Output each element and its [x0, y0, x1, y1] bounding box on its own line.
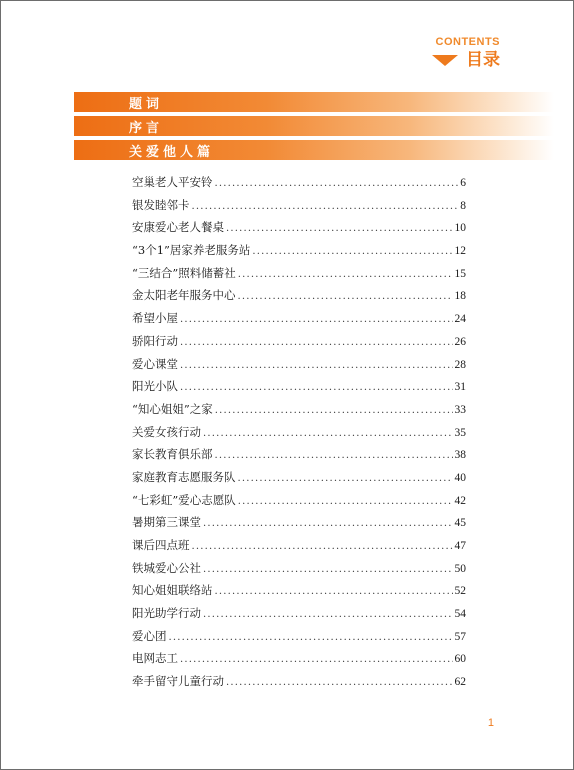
toc-entry[interactable] — [132, 560, 466, 583]
section-bar-preface[interactable] — [74, 116, 554, 136]
toc-entry-title: 课后四点班 — [132, 538, 190, 552]
toc-entry-page: 42 — [454, 494, 466, 507]
toc-entry[interactable] — [132, 242, 466, 265]
toc-entry-page: 50 — [454, 562, 466, 575]
toc-leader-dots — [192, 201, 459, 212]
toc-entry-page: 33 — [454, 403, 466, 416]
toc-entry[interactable] — [132, 333, 466, 356]
toc-entry[interactable] — [132, 628, 466, 651]
toc-leader-dots — [238, 473, 453, 484]
toc-entry-title: 铁城爱心公社 — [132, 560, 201, 575]
toc-leader-dots — [192, 541, 453, 552]
toc-leader-dots — [203, 564, 453, 575]
toc-entry[interactable] — [132, 378, 466, 401]
toc-entry-title: 空巢老人平安铃 — [132, 175, 213, 189]
toc-leader-dots — [215, 178, 459, 189]
toc-entry[interactable] — [132, 582, 466, 605]
toc-entry-page: 31 — [454, 381, 466, 394]
toc-entry-page: 28 — [454, 358, 466, 371]
toc-entry[interactable] — [132, 197, 466, 220]
toc-entry-title: 牵手留守儿童行动 — [132, 674, 224, 689]
toc-entry-page: 45 — [454, 517, 466, 530]
section-bars — [74, 92, 554, 164]
toc-leader-dots — [203, 518, 453, 529]
toc-entry-title: 阳光小队 — [132, 379, 178, 394]
toc-entry-page: 57 — [454, 630, 466, 643]
toc-entry-title: 银发睦邻卡 — [132, 197, 190, 212]
toc-leader-dots — [180, 314, 453, 325]
toc-leader-dots — [203, 609, 453, 620]
toc-entry-page: 54 — [454, 608, 466, 621]
toc-entry[interactable] — [132, 265, 466, 288]
toc-entry-page: 60 — [454, 653, 466, 666]
toc-entry[interactable] — [132, 650, 466, 673]
toc-entry-title: 家长教育俱乐部 — [132, 447, 213, 462]
toc-entry-title: 关爱女孩行动 — [132, 424, 201, 439]
toc-entry-page: 10 — [454, 222, 466, 235]
toc-entry[interactable] — [132, 492, 466, 515]
toc-leader-dots — [180, 337, 453, 348]
toc-entry[interactable] — [132, 446, 466, 469]
toc-entry[interactable] — [132, 469, 466, 492]
toc-entry-page: 52 — [454, 585, 466, 598]
toc-entry-page: 35 — [454, 426, 466, 439]
toc-entry-page: 12 — [454, 245, 466, 258]
toc-leader-dots — [215, 586, 453, 597]
toc-entry-title: 希望小屋 — [132, 311, 178, 326]
toc-entry-title: 骄阳行动 — [132, 333, 178, 348]
contents-en-label: CONTENTS — [435, 36, 500, 48]
toc-entry[interactable] — [132, 401, 466, 424]
toc-leader-dots — [226, 223, 453, 234]
toc-entry[interactable] — [132, 356, 466, 379]
toc-entry-title: 阳光助学行动 — [132, 606, 201, 621]
toc-entry[interactable] — [132, 287, 466, 310]
toc-entry[interactable] — [132, 424, 466, 447]
toc-entry-title: 知心姐姐联络站 — [132, 583, 213, 598]
toc-leader-dots — [252, 246, 452, 257]
toc-entry-page: 26 — [454, 335, 466, 348]
toc-entry[interactable] — [132, 310, 466, 333]
section-bar-caring[interactable] — [74, 140, 554, 160]
section-label: 序言 — [129, 120, 164, 136]
toc-list — [132, 174, 466, 696]
toc-entry-title: 金太阳老年服务中心 — [132, 288, 236, 303]
contents-header — [432, 37, 500, 70]
toc-entry-page: 6 — [460, 177, 466, 189]
toc-leader-dots — [180, 654, 453, 665]
toc-entry-page: 40 — [454, 471, 466, 484]
toc-entry-title: “七彩虹”爱心志愿队 — [132, 492, 236, 507]
toc-leader-dots — [203, 428, 453, 439]
toc-entry[interactable] — [132, 514, 466, 537]
page-number: 1 — [487, 717, 494, 729]
toc-entry-title: 家庭教育志愿服务队 — [132, 469, 236, 484]
toc-entry[interactable] — [132, 174, 466, 197]
toc-entry-title: 爱心课堂 — [132, 356, 178, 371]
section-label: 题词 — [129, 96, 164, 112]
toc-entry-title: “知心姐姐”之家 — [132, 401, 213, 416]
toc-entry-page: 18 — [454, 290, 466, 303]
contents-zh-row — [432, 50, 500, 70]
toc-leader-dots — [226, 677, 453, 688]
toc-entry-title: “3个1”居家养老服务站 — [132, 243, 251, 258]
contents-zh-label: 目录 — [466, 50, 500, 70]
toc-entry[interactable] — [132, 605, 466, 628]
toc-entry-page: 62 — [454, 676, 466, 689]
toc-entry-title: 暑期第三课堂 — [132, 515, 201, 530]
toc-entry-page: 15 — [454, 267, 466, 280]
triangle-down-icon — [432, 55, 458, 66]
toc-leader-dots — [180, 360, 453, 371]
toc-entry[interactable] — [132, 537, 466, 560]
toc-leader-dots — [180, 382, 453, 393]
toc-entry-title: 爱心团 — [132, 628, 167, 643]
toc-entry[interactable] — [132, 673, 466, 696]
section-label: 关爱他人篇 — [129, 144, 215, 160]
toc-entry[interactable] — [132, 219, 466, 242]
toc-entry-page: 38 — [454, 449, 466, 462]
toc-leader-dots — [238, 291, 453, 302]
toc-leader-dots — [238, 496, 453, 507]
toc-leader-dots — [215, 450, 453, 461]
toc-entry-title: “三结合”照料储蓄社 — [132, 265, 236, 280]
toc-entry-title: 电网志工 — [132, 651, 178, 666]
toc-leader-dots — [169, 632, 453, 643]
toc-entry-page: 24 — [454, 313, 466, 326]
section-bar-inscription[interactable] — [74, 92, 554, 112]
toc-leader-dots — [215, 405, 453, 416]
toc-entry-page: 47 — [454, 540, 466, 552]
toc-leader-dots — [238, 269, 453, 280]
toc-entry-page: 8 — [460, 199, 466, 212]
toc-entry-title: 安康爱心老人餐桌 — [132, 220, 224, 235]
